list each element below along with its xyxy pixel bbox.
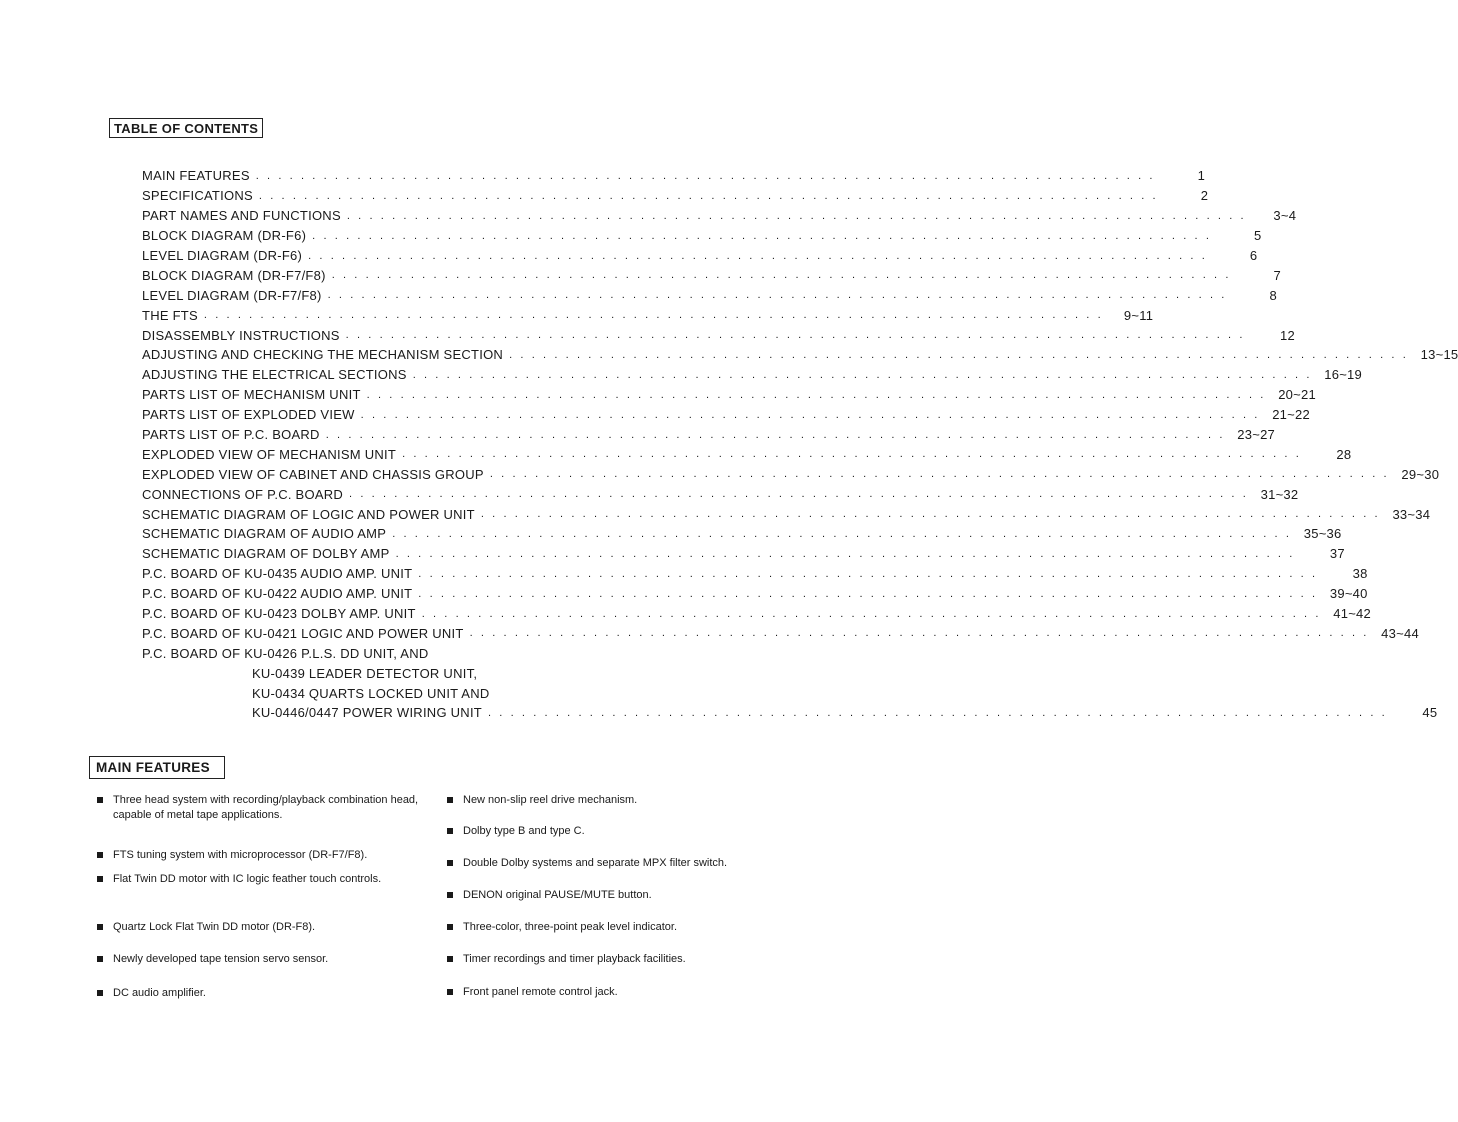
toc-entry-title: THE FTS bbox=[142, 307, 198, 323]
toc-entry bbox=[142, 226, 1262, 246]
toc-entry-page: 6 bbox=[1249, 248, 1258, 263]
toc-entry-page: 39~40 bbox=[1329, 586, 1368, 602]
dot-leader: . . . . . . . . . . . . . . . . . . . . . . . . . . . . . . . . . . . . . . . . . . . . . . . . . . . . . . . . . . . . . . . . . . . . . . . . . . . . . . . . bbox=[255, 169, 1156, 182]
toc-entry-title: EXPLODED VIEW OF CABINET AND CHASSIS GROUP bbox=[142, 466, 484, 482]
toc-entry-page: 1 bbox=[1197, 168, 1206, 184]
toc-entry-page: 13~15 bbox=[1420, 347, 1458, 363]
dot-leader: . . . . . . . . . . . . . . . . . . . . . . . . . . . . . . . . . . . . . . . . . . . . . . . . . . . . . . . . . . . . . . . . . . . . . . . . . . . . . . . . bbox=[488, 706, 1388, 719]
toc-entry-page: 2 bbox=[1200, 188, 1209, 204]
dot-leader: . . . . . . . . . . . . . . . . . . . . . . . . . . . . . . . . . . . . . . . . . . . . . . . . . . . . . . . . . . . . . . . . . . . . . . . . . . . . . . . . bbox=[421, 607, 1322, 620]
feature-item: Front panel remote control jack. bbox=[447, 985, 783, 1000]
dot-leader: . . . . . . . . . . . . . . . . . . . . . . . . . . . . . . . . . . . . . . . . . . . . . . . . . . . . . . . . . . . . . . . . . . . . . . . . . . . . . . . . bbox=[402, 448, 1302, 461]
toc-entry-page: 21~22 bbox=[1272, 407, 1310, 423]
toc-entry bbox=[142, 604, 1372, 624]
feature-item: Flat Twin DD motor with IC logic feather touch controls. bbox=[97, 872, 425, 887]
toc-entry-title: KU-0446/0447 POWER WIRING UNIT bbox=[252, 705, 482, 721]
dot-leader: . . . . . . . . . . . . . . . . . . . . . . . . . . . . . . . . . . . . . . . . . . . . . . . . . . . . . . . . . . . . . . . . . . . . . . . . . . . . . . . . bbox=[489, 468, 1390, 481]
feature-item: Three head system with recording/playback combination head, capable of metal tape applications. bbox=[97, 793, 425, 823]
toc-entry-page: 5 bbox=[1254, 228, 1262, 244]
toc-entry bbox=[142, 265, 1282, 285]
toc-entry bbox=[142, 285, 1277, 305]
toc-entry-page: 41~42 bbox=[1333, 606, 1372, 622]
toc-entry-title: ADJUSTING AND CHECKING THE MECHANISM SECTION bbox=[142, 347, 504, 363]
toc-entry bbox=[142, 385, 1316, 405]
toc-entry bbox=[142, 246, 1258, 266]
feature-item: New non-slip reel drive mechanism. bbox=[447, 793, 783, 808]
dot-leader: . . . . . . . . . . . . . . . . . . . . . . . . . . . . . . . . . . . . . . . . . . . . . . . . . . . . . . . . . . . . . . . . . . . . . . . . . . . . . . . . bbox=[360, 408, 1260, 421]
toc-entry-line bbox=[142, 683, 698, 703]
toc-entry bbox=[142, 444, 1352, 464]
dot-leader: . . . . . . . . . . . . . . . . . . . . . . . . . . . . . . . . . . . . . . . . . . . . . . . . . . . . . . . . . . . . . . . . . . . . . . . . . . . . . . . . bbox=[469, 627, 1369, 640]
dot-leader: . . . . . . . . . . . . . . . . . . . . . . . . . . . . . . . . . . . . . . . . . . . . . . . . . . . . . . . . . . . . . . . . . . . . . . . . . . . . . . . . bbox=[346, 209, 1247, 222]
feature-item: Newly developed tape tension servo sensor. bbox=[97, 952, 425, 967]
toc-entry-page: 45 bbox=[1422, 705, 1438, 721]
dot-leader: . . . . . . . . . . . . . . . . . . . . . . . . . . . . . . . . . . . . . . . . . . . . . . . . . . . . . . . . . . . . . . . . . . . . . . . . . . . . . . . . bbox=[327, 289, 1227, 302]
toc-entry-title: LEVEL DIAGRAM (DR-F7/F8) bbox=[142, 287, 322, 303]
toc-entry-line bbox=[142, 703, 1438, 723]
toc-entry-title: PARTS LIST OF EXPLODED VIEW bbox=[142, 407, 355, 423]
toc-entry-page: 43~44 bbox=[1381, 625, 1419, 641]
dot-leader: . . . . . . . . . . . . . . . . . . . . . . . . . . . . . . . . . . . . . . . . . . . . . . . . . . . . . . . . . . . . . . . . . . . . . . . . . . . . . . . . bbox=[509, 348, 1409, 361]
toc-entry bbox=[142, 484, 1299, 504]
toc-entry-title: EXPLODED VIEW OF MECHANISM UNIT bbox=[142, 446, 397, 462]
toc-entry bbox=[142, 166, 1206, 186]
dot-leader: . . . . . . . . . . . . . . . . . . . . . . . . . . . . . . . . . . . . . . . . . . . . . . . . . . . . . . . . . . . . . . . . . . . . . . . . . . . . . . . . bbox=[325, 428, 1226, 441]
toc-entry bbox=[142, 425, 1276, 445]
toc-entry-title: P.C. BOARD OF KU-0423 DOLBY AMP. UNIT bbox=[142, 606, 416, 622]
toc-entry-title: PARTS LIST OF MECHANISM UNIT bbox=[142, 387, 361, 403]
toc-entry-page: 29~30 bbox=[1401, 466, 1440, 482]
dot-leader: . . . . . . . . . . . . . . . . . . . . . . . . . . . . . . . . . . . . . . . . . . . . . . . . . . . . . . . . . . . . . . . . . . . . . . . . . . . . . . . . bbox=[480, 508, 1381, 521]
dot-leader: . . . . . . . . . . . . . . . . . . . . . . . . . . . . . . . . . . . . . . . . . . . . . . . . . . . . . . . . . . . . . . . . . . . . . . . . . . . . . . . . bbox=[312, 229, 1212, 242]
toc-list bbox=[142, 166, 1458, 723]
dot-leader: . . . . . . . . . . . . . . . . . . . . . . . . . . . . . . . . . . . . . . . . . . . . . . . . . . . . . . . . . . . . . . . . . . . . . . . . . . . . . . . . bbox=[418, 567, 1318, 580]
toc-heading: TABLE OF CONTENTS bbox=[109, 118, 263, 138]
toc-entry-title: PART NAMES AND FUNCTIONS bbox=[142, 208, 341, 224]
toc-entry-title: PARTS LIST OF P.C. BOARD bbox=[142, 427, 320, 443]
toc-entry-page: 23~27 bbox=[1237, 427, 1276, 443]
toc-entry-line bbox=[142, 643, 698, 663]
toc-entry-page: 31~32 bbox=[1260, 486, 1299, 502]
dot-leader: . . . . . . . . . . . . . . . . . . . . . . . . . . . . . . . . . . . . . . . . . . . . . . . . . . . . . . . . . . . . . . . . . . . . . . . . . . . . . . . . bbox=[258, 189, 1159, 202]
dot-leader: . . . . . . . . . . . . . . . . . . . . . . . . . . . . . . . . . . . . . . . . . . . . . . . . . . . . . . . . . . . . . . . . . . . . . . . . . . . . . . . . bbox=[366, 388, 1266, 401]
dot-leader: . . . . . . . . . . . . . . . . . . . . . . . . . . . . . . . . . . . . . . . . . . . . . . . . . . . . . . . . . . . . . . . . . . . . . . . . . . . . . . . . bbox=[412, 368, 1313, 381]
feature-item: Double Dolby systems and separate MPX filter switch. bbox=[447, 856, 783, 871]
toc-entry bbox=[142, 564, 1368, 584]
toc-entry-title: KU-0434 QUARTS LOCKED UNIT AND bbox=[252, 685, 490, 701]
toc-entry-page: 9~11 bbox=[1123, 307, 1154, 323]
toc-entry bbox=[142, 623, 1419, 643]
main-features-heading: MAIN FEATURES bbox=[89, 756, 225, 779]
feature-item: Dolby type B and type C. bbox=[447, 824, 783, 839]
dot-leader: . . . . . . . . . . . . . . . . . . . . . . . . . . . . . . . . . . . . . . . . . . . . . . . . . . . . . . . . . . . . . . . . . . . . . . . . . . . . . . . . bbox=[203, 309, 1104, 322]
toc-entry-title: SPECIFICATIONS bbox=[142, 188, 253, 204]
toc-entry bbox=[142, 365, 1363, 385]
toc-entry-title: MAIN FEATURES bbox=[142, 168, 250, 184]
feature-item: Quartz Lock Flat Twin DD motor (DR-F8). bbox=[97, 920, 425, 935]
toc-entry bbox=[142, 524, 1342, 544]
toc-entry bbox=[142, 345, 1458, 365]
toc-entry-page: 33~34 bbox=[1392, 506, 1431, 522]
toc-entry bbox=[142, 206, 1297, 226]
toc-entry bbox=[142, 464, 1440, 484]
toc-entry-page: 7 bbox=[1273, 267, 1282, 283]
feature-item: DENON original PAUSE/MUTE button. bbox=[447, 888, 783, 903]
dot-leader: . . . . . . . . . . . . . . . . . . . . . . . . . . . . . . . . . . . . . . . . . . . . . . . . . . . . . . . . . . . . . . . . . . . . . . . . . . . . . . . . bbox=[349, 488, 1249, 501]
feature-item: DC audio amplifier. bbox=[97, 986, 425, 1001]
toc-entry-page: 12 bbox=[1280, 327, 1295, 343]
toc-entry-page: 38 bbox=[1352, 566, 1368, 582]
dot-leader: . . . . . . . . . . . . . . . . . . . . . . . . . . . . . . . . . . . . . . . . . . . . . . . . . . . . . . . . . . . . . . . . . . . . . . . . . . . . . . . . bbox=[418, 587, 1318, 600]
toc-entry-title: P.C. BOARD OF KU-0435 AUDIO AMP. UNIT bbox=[142, 566, 413, 582]
toc-entry-title: DISASSEMBLY INSTRUCTIONS bbox=[142, 327, 340, 343]
feature-item: Timer recordings and timer playback facilities. bbox=[447, 952, 783, 967]
toc-entry-title: KU-0439 LEADER DETECTOR UNIT, bbox=[252, 665, 478, 681]
dot-leader: . . . . . . . . . . . . . . . . . . . . . . . . . . . . . . . . . . . . . . . . . . . . . . . . . . . . . . . . . . . . . . . . . . . . . . . . . . . . . . . . bbox=[331, 269, 1232, 282]
dot-leader: . . . . . . . . . . . . . . . . . . . . . . . . . . . . . . . . . . . . . . . . . . . . . . . . . . . . . . . . . . . . . . . . . . . . . . . . . . . . . . . . bbox=[392, 527, 1292, 540]
dot-leader: . . . . . . . . . . . . . . . . . . . . . . . . . . . . . . . . . . . . . . . . . . . . . . . . . . . . . . . . . . . . . . . . . . . . . . . . . . . . . . . . bbox=[345, 329, 1245, 342]
toc-entry-title: ADJUSTING THE ELECTRICAL SECTIONS bbox=[142, 367, 407, 383]
toc-entry-title: LEVEL DIAGRAM (DR-F6) bbox=[142, 248, 303, 263]
toc-entry bbox=[142, 504, 1431, 524]
toc-entry-page: 8 bbox=[1269, 287, 1277, 303]
feature-item: Three-color, three-point peak level indicator. bbox=[447, 920, 783, 935]
toc-entry-title: CONNECTIONS OF P.C. BOARD bbox=[142, 486, 344, 502]
toc-entry bbox=[142, 405, 1310, 425]
dot-leader: . . . . . . . . . . . . . . . . . . . . . . . . . . . . . . . . . . . . . . . . . . . . . . . . . . . . . . . . . . . . . . . . . . . . . . . . . . . . . . . . bbox=[395, 547, 1295, 560]
toc-entry bbox=[142, 305, 1154, 325]
toc-entry-title: SCHEMATIC DIAGRAM OF LOGIC AND POWER UNIT bbox=[142, 506, 475, 522]
toc-entry-line bbox=[142, 663, 698, 683]
toc-entry-page: 20~21 bbox=[1278, 387, 1316, 403]
toc-entry-title: P.C. BOARD OF KU-0421 LOGIC AND POWER UNIT bbox=[142, 625, 464, 641]
toc-entry bbox=[142, 584, 1368, 604]
dot-leader: . . . . . . . . . . . . . . . . . . . . . . . . . . . . . . . . . . . . . . . . . . . . . . . . . . . . . . . . . . . . . . . . . . . . . . . . . . . . . . . . bbox=[308, 249, 1208, 262]
toc-entry-page: 28 bbox=[1336, 446, 1352, 462]
toc-entry-title: P.C. BOARD OF KU-0422 AUDIO AMP. UNIT bbox=[142, 586, 413, 602]
toc-entry-page: 37 bbox=[1329, 546, 1345, 562]
toc-entry-title: BLOCK DIAGRAM (DR-F7/F8) bbox=[142, 267, 326, 283]
toc-entry bbox=[142, 186, 1209, 206]
toc-entry bbox=[142, 544, 1345, 564]
toc-entry-title: P.C. BOARD OF KU-0426 P.L.S. DD UNIT, AND bbox=[142, 645, 429, 661]
toc-entry-title: BLOCK DIAGRAM (DR-F6) bbox=[142, 228, 307, 244]
toc-entry-page: 16~19 bbox=[1324, 367, 1363, 383]
toc-entry bbox=[142, 325, 1295, 345]
toc-entry-title: SCHEMATIC DIAGRAM OF AUDIO AMP bbox=[142, 526, 387, 542]
toc-entry-page: 35~36 bbox=[1303, 526, 1342, 542]
toc-entry-page: 3~4 bbox=[1273, 208, 1297, 224]
toc-entry-title: SCHEMATIC DIAGRAM OF DOLBY AMP bbox=[142, 546, 390, 562]
feature-item: FTS tuning system with microprocessor (DR-F7/F8). bbox=[97, 848, 425, 863]
